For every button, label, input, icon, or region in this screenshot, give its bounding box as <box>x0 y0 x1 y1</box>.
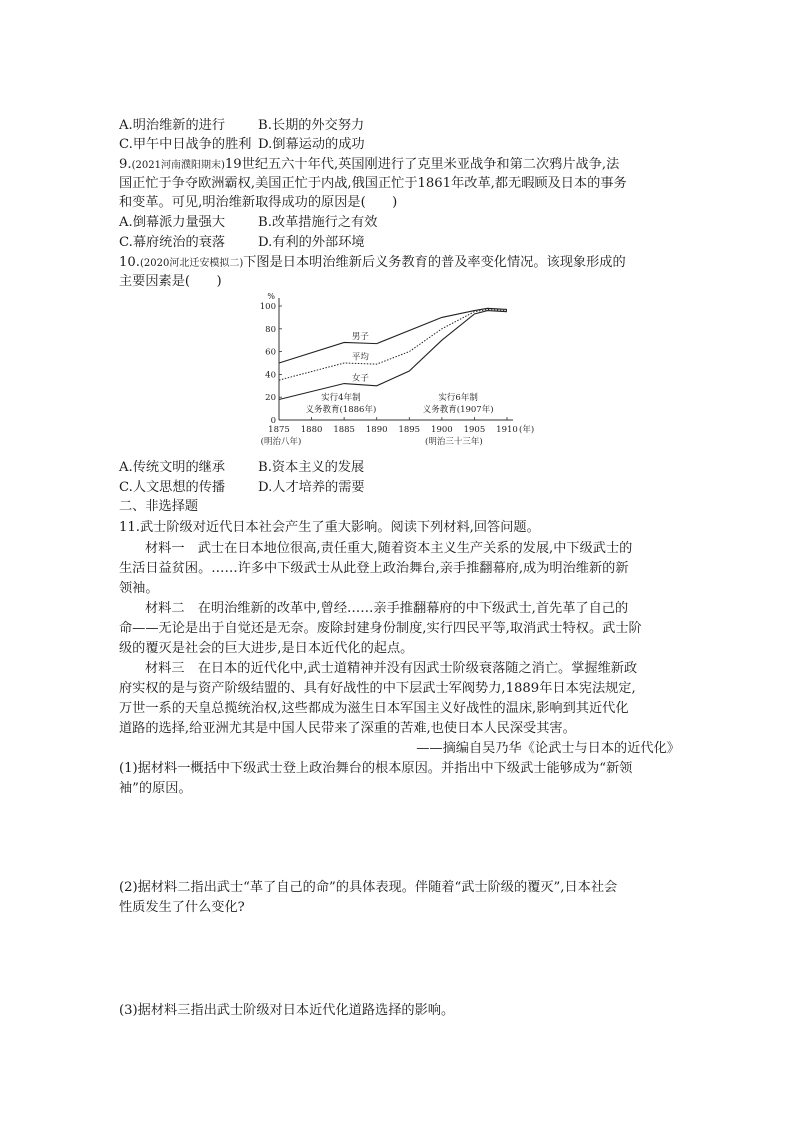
x-tick-label: 1880 <box>300 425 323 435</box>
x-tick-label: 1900 <box>431 425 453 435</box>
q9-option-a[interactable] <box>119 213 225 233</box>
series-label: 女子 <box>351 373 369 384</box>
material-1-line-3: 领袖。 <box>119 581 159 596</box>
q8-option-b[interactable] <box>258 116 364 136</box>
option-text: 改革措施行之有效 <box>271 215 378 230</box>
x-axis-label: (年) <box>519 425 535 435</box>
option-letter: B. <box>258 118 272 133</box>
q9-option-c[interactable] <box>119 233 225 253</box>
chart-axes <box>279 298 513 420</box>
y-tick-label: 60 <box>265 347 276 358</box>
y-tick-label: 0 <box>270 416 276 426</box>
option-text: 传统文明的继承 <box>132 460 226 475</box>
series-line-男子 <box>279 308 507 363</box>
section-heading: 二、非选择题 <box>119 499 199 514</box>
material-3-line-3: 万世一系的天皇总揽统治权,这些都成为滋生日本军国主义好战性的温床,影响到其近代化 <box>119 701 629 716</box>
material-3-line-1: 材料三 在日本的近代化中,武士道精神并没有因武士阶级衰落随之消亡。掌握维新政 <box>145 661 638 676</box>
option-letter: C. <box>119 137 133 152</box>
series-label: 男子 <box>351 332 369 343</box>
annotation-line-2: 义务教育(1907年) <box>422 405 494 415</box>
question-source: (2021河南濮阳期末) <box>131 160 225 171</box>
q8-option-a[interactable] <box>119 116 225 136</box>
material-2-line-1: 材料二 在明治维新的改革中,曾经……亲手推翻幕府的中下级武士,首先革了自己的 <box>145 601 629 616</box>
option-text: 明治维新的进行 <box>132 118 226 133</box>
q8-option-d[interactable] <box>258 135 365 155</box>
x-note-label: (明治三十三年) <box>425 437 483 447</box>
option-text: 人才培养的需要 <box>272 480 365 495</box>
material-1-line-1: 材料一 武士在日本地位很高,责任重大,随着资本主义生产关系的发展,中下级武士的 <box>145 541 633 556</box>
material-3-line-2: 府实权的是与资产阶级结盟的、具有好战性的中下层武士军阀势力,1889年日本宪法规定, <box>119 681 636 696</box>
option-text: 幕府统治的衰落 <box>132 235 226 250</box>
x-tick-label: 1885 <box>333 425 355 435</box>
question-stem: 下图是日本明治维新后义务教育的普及率变化情况。该现象形成的 <box>243 255 626 270</box>
option-letter: A. <box>119 215 133 230</box>
q9-stem-line-2: 国正忙于争夺欧洲霸权,美国正忙于内战,俄国正忙于1861年改革,都无暇顾及日本的事务 <box>119 176 627 191</box>
q9-stem-line-3: 和变革。可见,明治维新取得成功的原因是( ) <box>119 195 398 210</box>
q8-option-c[interactable] <box>119 135 252 155</box>
material-2-line-2: 命——无论是出于自觉还是无奈。废除封建身份制度,实行四民平等,取消武士特权。武士阶 <box>119 621 642 636</box>
q9-option-d[interactable] <box>258 233 365 253</box>
option-letter: A. <box>119 460 133 475</box>
option-text: 倒幕派力量强大 <box>132 215 226 230</box>
question-stem: 19世纪五六十年代,英国刚进行了克里米亚战争和第二次鸦片战争,法 <box>224 157 620 172</box>
chart-series <box>279 308 507 399</box>
option-letter: B. <box>258 460 272 475</box>
sub-question-3: (3)据材料三指出武士阶级对日本近代化道路选择的影响。 <box>119 1003 455 1018</box>
option-text: 资本主义的发展 <box>271 460 365 475</box>
q10-option-a[interactable] <box>119 458 225 478</box>
option-letter: D. <box>258 137 273 152</box>
option-text: 人文思想的传播 <box>132 480 226 495</box>
q10-option-d[interactable] <box>258 478 365 498</box>
sub-question-2-line-1: (2)据材料二指出武士“革了自己的命”的具体表现。伴随着“武士阶级的覆灭”,日本社会 <box>119 880 618 895</box>
question-number: 9. <box>119 157 132 172</box>
y-axis-label: % <box>267 292 275 301</box>
q9-stem-line-1 <box>119 155 619 176</box>
y-tick-label: 20 <box>265 393 276 404</box>
option-letter: D. <box>258 235 273 250</box>
x-tick-label: 1910 <box>496 425 518 435</box>
literacy-rate-chart <box>252 292 542 452</box>
y-tick-label: 80 <box>265 324 276 335</box>
option-letter: A. <box>119 118 133 133</box>
option-text: 甲午中日战争的胜利 <box>132 137 252 152</box>
q10-option-c[interactable] <box>119 478 225 498</box>
option-text: 有利的外部环境 <box>272 235 365 250</box>
sub-question-1-line-2: 袖”的原因。 <box>119 781 192 796</box>
q10-option-b[interactable] <box>258 458 364 478</box>
x-tick-label: 1895 <box>398 425 421 435</box>
material-1-line-2: 生活日益贫困。……许多中下级武士从此登上政治舞台,亲手推翻幕府,成为明治维新的新 <box>119 561 629 576</box>
sub-question-1-line-1: (1)据材料一概括中下级武士登上政治舞台的根本原因。并指出中下级武士能够成为“新领 <box>119 761 633 776</box>
chart-labels <box>260 292 534 447</box>
x-tick-label: 1890 <box>365 425 388 435</box>
option-text: 倒幕运动的成功 <box>272 137 365 152</box>
material-2-line-3: 级的覆灭是社会的巨大进步,是日本近代化的起点。 <box>119 641 414 656</box>
x-note-label: (明治八年) <box>260 437 302 447</box>
series-line-女子 <box>279 311 507 400</box>
series-line-平均 <box>279 309 507 380</box>
x-tick-label: 1905 <box>463 425 486 435</box>
q11-stem: 11.武士阶级对近代日本社会产生了重大影响。阅读下列材料,回答问题。 <box>119 520 540 535</box>
question-source: (2020河北迁安模拟二) <box>139 258 244 269</box>
question-number: 10. <box>119 255 140 270</box>
y-tick-label: 40 <box>265 370 276 381</box>
option-letter: D. <box>258 480 273 495</box>
q10-stem-line-1 <box>119 253 626 274</box>
annotation-line-1: 实行6年制 <box>438 393 478 403</box>
x-tick-label: 1875 <box>268 425 290 435</box>
option-letter: C. <box>119 480 133 495</box>
annotation-line-2: 义务教育(1886年) <box>305 405 377 415</box>
q10-stem-line-2: 主要因素是( ) <box>119 274 222 289</box>
option-letter: C. <box>119 235 133 250</box>
option-letter: B. <box>258 215 272 230</box>
q9-option-b[interactable] <box>258 213 377 233</box>
option-text: 长期的外交努力 <box>271 118 365 133</box>
annotation-line-1: 实行4年制 <box>321 393 361 403</box>
sub-question-2-line-2: 性质发生了什么变化? <box>119 900 245 915</box>
material-3-line-4: 道路的选择,给亚洲尤其是中国人民带来了深重的苦难,也使日本人民深受其害。 <box>119 721 576 736</box>
y-tick-label: 100 <box>259 302 276 312</box>
series-label: 平均 <box>351 352 369 363</box>
citation: ——摘编自吴乃华《论武士与日本的近代化》 <box>416 741 680 756</box>
